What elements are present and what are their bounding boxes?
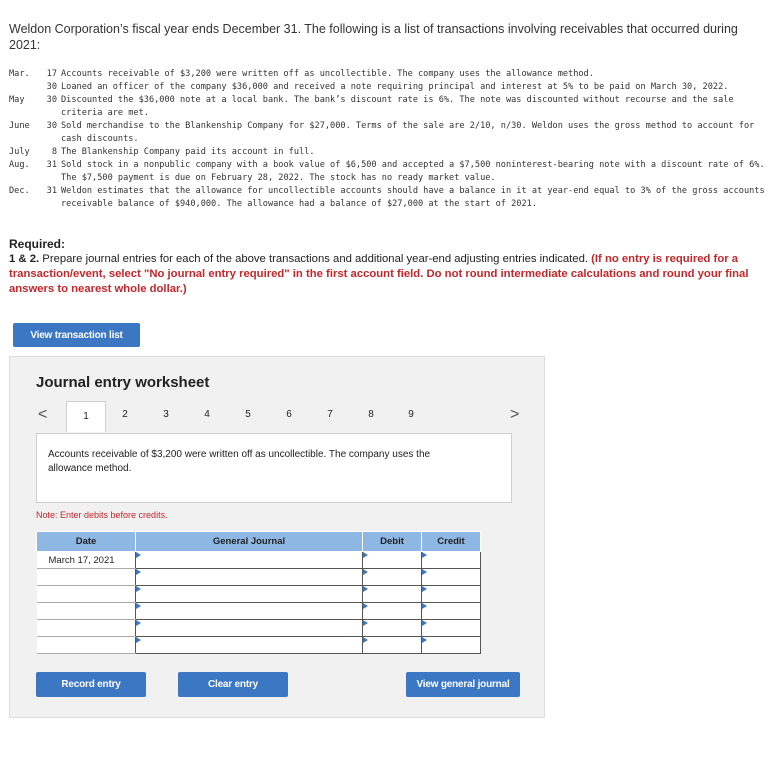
required-instructions bbox=[9, 252, 754, 297]
transaction-month: Aug. bbox=[9, 160, 30, 170]
transaction-row bbox=[9, 159, 769, 185]
transaction-month: June bbox=[9, 121, 30, 131]
credit-field[interactable] bbox=[422, 637, 481, 654]
credit-column-header: Credit bbox=[422, 532, 481, 552]
transaction-row bbox=[9, 146, 769, 159]
transaction-day: 30 bbox=[46, 121, 57, 131]
record-entry-button[interactable]: Record entry bbox=[36, 672, 146, 697]
tab-7[interactable]: 7 bbox=[327, 409, 333, 420]
table-row bbox=[37, 569, 481, 586]
general-journal-column-header: General Journal bbox=[136, 532, 363, 552]
required-prefix: 1 & 2. bbox=[9, 253, 40, 265]
view-transaction-list-button[interactable]: View transaction list bbox=[13, 323, 140, 347]
transaction-month: Mar. bbox=[9, 69, 30, 79]
transaction-row bbox=[9, 120, 769, 146]
debit-field[interactable] bbox=[363, 552, 422, 569]
transaction-description: Accounts receivable of $3,200 were written off as uncollectible. The company uses the allowance method. bbox=[48, 449, 431, 474]
tab-1[interactable]: 1 bbox=[66, 401, 106, 432]
debit-column-header: Debit bbox=[363, 532, 422, 552]
table-row bbox=[37, 620, 481, 637]
transaction-row bbox=[9, 68, 769, 81]
chevron-right-icon[interactable]: > bbox=[510, 406, 520, 423]
table-row bbox=[37, 586, 481, 603]
journal-entry-worksheet bbox=[9, 356, 545, 718]
transaction-month: July bbox=[9, 147, 30, 157]
transaction-row bbox=[9, 81, 769, 94]
tab-4[interactable]: 4 bbox=[204, 409, 210, 420]
required-warning: (If no entry is required for a transaction/event, select "No journal entry required" in the first account field. Do not round intermediate calculations and round your final answers to nearest whole dollar.) bbox=[9, 253, 749, 295]
transaction-text: Sold merchandise to the Blankenship Company for $27,000. Terms of the sale are 2/10, n/30. Weldon uses the gross method to account for cash discounts. bbox=[61, 121, 755, 144]
transaction-month bbox=[9, 81, 39, 94]
entry-note: Note: Enter debits before credits. bbox=[36, 510, 168, 520]
credit-field[interactable] bbox=[422, 552, 481, 569]
account-field[interactable] bbox=[136, 586, 363, 603]
date-column-header: Date bbox=[37, 532, 136, 552]
tab-3[interactable]: 3 bbox=[163, 409, 169, 420]
view-general-journal-button[interactable]: View general journal bbox=[406, 672, 520, 697]
date-cell bbox=[37, 637, 136, 654]
transaction-row bbox=[9, 94, 769, 120]
date-cell: March 17, 2021 bbox=[37, 552, 136, 569]
tab-6[interactable]: 6 bbox=[286, 409, 292, 420]
transaction-list bbox=[9, 68, 769, 211]
debit-field[interactable] bbox=[363, 620, 422, 637]
journal-table bbox=[36, 531, 481, 654]
date-cell bbox=[37, 569, 136, 586]
date-cell bbox=[37, 603, 136, 620]
account-field[interactable] bbox=[136, 552, 363, 569]
transaction-text: Discounted the $36,000 note at a local bank. The bank’s discount rate is 6%. The note was discounted without recourse and the sale criteria are met. bbox=[61, 95, 734, 118]
clear-entry-button[interactable]: Clear entry bbox=[178, 672, 288, 697]
chevron-left-icon[interactable]: < bbox=[38, 406, 48, 423]
account-field[interactable] bbox=[136, 569, 363, 586]
transaction-day: 31 bbox=[46, 186, 57, 196]
transaction-row bbox=[9, 185, 769, 211]
required-text: Prepare journal entries for each of the above transactions and additional year-end adjusting entries indicated. bbox=[39, 253, 592, 265]
tab-5[interactable]: 5 bbox=[245, 409, 251, 420]
credit-field[interactable] bbox=[422, 569, 481, 586]
credit-field[interactable] bbox=[422, 586, 481, 603]
debit-field[interactable] bbox=[363, 586, 422, 603]
table-row bbox=[37, 552, 481, 569]
debit-field[interactable] bbox=[363, 569, 422, 586]
entry-tabs bbox=[36, 401, 526, 431]
debit-field[interactable] bbox=[363, 637, 422, 654]
transaction-text: The Blankenship Company paid its account in full. bbox=[61, 147, 315, 157]
tab-8[interactable]: 8 bbox=[368, 409, 374, 420]
transaction-description-box bbox=[36, 433, 512, 503]
account-field[interactable] bbox=[136, 637, 363, 654]
problem-intro: Weldon Corporation’s fiscal year ends December 31. The following is a list of transactions involving receivables that occurred during 2021: bbox=[9, 22, 738, 52]
transaction-day: 30 bbox=[46, 82, 57, 92]
transaction-day: 8 bbox=[51, 147, 57, 157]
tab-2[interactable]: 2 bbox=[122, 409, 128, 420]
transaction-day: 31 bbox=[46, 160, 57, 170]
date-cell bbox=[37, 586, 136, 603]
transaction-text: Accounts receivable of $3,200 were written off as uncollectible. The company uses the allowance method. bbox=[61, 69, 594, 79]
date-cell bbox=[37, 620, 136, 637]
table-row bbox=[37, 637, 481, 654]
debit-field[interactable] bbox=[363, 603, 422, 620]
transaction-text: Loaned an officer of the company $36,000 and received a note requiring principal and interest at 5% to be paid on March 30, 2022. bbox=[61, 82, 729, 92]
account-field[interactable] bbox=[136, 620, 363, 637]
tab-9[interactable]: 9 bbox=[408, 409, 414, 420]
credit-field[interactable] bbox=[422, 620, 481, 637]
transaction-text: Sold stock in a nonpublic company with a book value of $6,500 and accepted a $7,500 noninterest-bearing note with a discount rate of 6%. The $7,500 payment is due on February 28, 2022. The stock has no ready market value. bbox=[61, 160, 765, 183]
journal-header-row bbox=[37, 532, 481, 552]
account-field[interactable] bbox=[136, 603, 363, 620]
transaction-month: Dec. bbox=[9, 186, 30, 196]
transaction-month: May bbox=[9, 95, 25, 105]
required-heading: Required: bbox=[9, 237, 66, 251]
transaction-text: Weldon estimates that the allowance for uncollectible accounts should have a balance in it at year-end equal to 3% of the gross accounts receivable balance of $940,000. The allowance had a balance of $27,000 at the start of 2021. bbox=[61, 186, 765, 209]
transaction-day: 30 bbox=[46, 95, 57, 105]
credit-field[interactable] bbox=[422, 603, 481, 620]
worksheet-title: Journal entry worksheet bbox=[36, 374, 210, 391]
transaction-day: 17 bbox=[46, 69, 57, 79]
table-row bbox=[37, 603, 481, 620]
